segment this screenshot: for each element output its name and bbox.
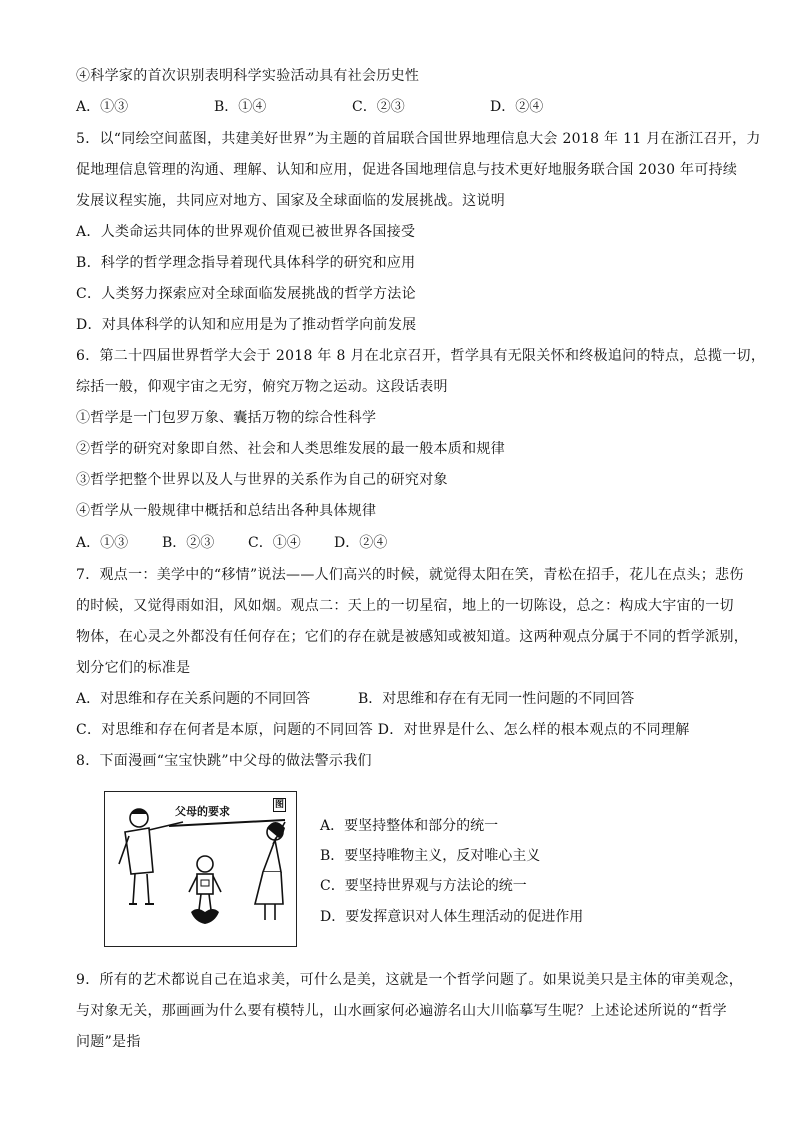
cartoon-badge: 图 xyxy=(275,800,285,810)
q7-options-cd: C．对思维和存在何者是本原，问题的不同回答 D．对世界是什么、怎么样的根本观点的不同理解 xyxy=(76,722,690,738)
q5-option-b: B．科学的哲学理念指导着现代具体科学的研究和应用 xyxy=(76,255,416,271)
q5-option-c: C．人类努力探索应对全球面临发展挑战的哲学方法论 xyxy=(76,286,416,302)
q7-stem-line-2: 的时候，又觉得雨如泪，风如烟。观点二：天上的一切星宿，地上的一切陈设，总之：构成大宇宙的一切 xyxy=(76,598,734,614)
q7-option-a: A．对思维和存在关系问题的不同回答 xyxy=(76,691,311,707)
q6-stem-line-1: 6．第二十四届世界哲学大会于 2018 年 8 月在北京召开，哲学具有无限关怀和终极追问的特点，总揽一切， xyxy=(76,348,766,364)
q6-option-b: B．②③ xyxy=(162,535,215,551)
q4-option-a: A．①③ xyxy=(76,99,129,115)
q4-option-b: B．①④ xyxy=(214,99,267,115)
q5-option-a: A．人类命运共同体的世界观价值观已被世界各国接受 xyxy=(76,224,416,240)
q8-option-d: D．要发挥意识对人体生理活动的促进作用 xyxy=(320,909,584,925)
q9-stem-line-1: 9．所有的艺术都说自己在追求美，可什么是美，这就是一个哲学问题了。如果说美只是主体的审美观念， xyxy=(76,972,744,988)
q9-stem-line-3: 问题”是指 xyxy=(76,1034,141,1050)
q6-options xyxy=(76,533,476,553)
q8-stem: 8．下面漫画“宝宝快跳”中父母的做法警示我们 xyxy=(76,753,372,769)
q8-option-c: C．要坚持世界观与方法论的统一 xyxy=(320,878,527,894)
q9-stem-line-2: 与对象无关，那画画为什么要有模特儿，山水画家何必遍游名山大川临摹写生呢？上述论述所说的“哲学 xyxy=(76,1003,727,1019)
q4-option-c: C．②③ xyxy=(352,99,405,115)
q6-statement-3: ③哲学把整个世界以及人与世界的关系作为自己的研究对象 xyxy=(76,472,448,488)
q7-options-ab xyxy=(76,689,726,709)
q6-option-a: A．①③ xyxy=(76,535,129,551)
cartoon-baby-jump xyxy=(104,791,297,947)
q6-statement-1: ①哲学是一门包罗万象、囊括万物的综合性科学 xyxy=(76,410,377,426)
q6-statement-4: ④哲学从一般规律中概括和总结出各种具体规律 xyxy=(76,503,377,519)
q5-stem-line-2: 促地理信息管理的沟通、理解、认知和应用，促进各国地理信息与技术更好地服务联合国 2030 年可持续 xyxy=(76,162,738,178)
q7-stem-line-3: 物体，在心灵之外都没有任何存在；它们的存在就是被感知或被知道。这两种观点分属于不同的哲学派别， xyxy=(76,629,749,645)
q8-option-b: B．要坚持唯物主义，反对唯心主义 xyxy=(320,848,541,864)
q5-stem-line-3: 发展议程实施，共同应对地方、国家及全球面临的发展挑战。这说明 xyxy=(76,193,505,209)
q6-stem-line-2: 综括一般，仰观宇宙之无穷，俯究万物之运动。这段话表明 xyxy=(76,379,448,395)
q7-stem-line-4: 划分它们的标准是 xyxy=(76,660,191,676)
q5-stem-line-1: 5．以“同绘空间蓝图，共建美好世界”为主题的首届联合国世界地理信息大会 2018 年 11 月在浙江召开，力 xyxy=(76,131,761,147)
q4-option-d: D．②④ xyxy=(490,99,544,115)
q4-statement-4: ④科学家的首次识别表明科学实验活动具有社会历史性 xyxy=(76,68,420,84)
q5-option-d: D．对具体科学的认知和应用是为了推动哲学向前发展 xyxy=(76,317,417,333)
q7-stem-line-1: 7．观点一：美学中的“移情”说法——人们高兴的时候，就觉得太阳在笑，青松在招手，花儿在点头；悲伤 xyxy=(76,567,744,583)
q6-option-c: C．①④ xyxy=(248,535,301,551)
q8-option-a: A．要坚持整体和部分的统一 xyxy=(320,818,499,834)
q6-option-d: D．②④ xyxy=(334,535,388,551)
cartoon-caption: 父母的要求 xyxy=(175,805,230,818)
q7-option-b: B．对思维和存在有无同一性问题的不同回答 xyxy=(358,691,635,707)
q6-statement-2: ②哲学的研究对象即自然、社会和人类思维发展的最一般本质和规律 xyxy=(76,441,505,457)
q4-options xyxy=(76,97,676,117)
